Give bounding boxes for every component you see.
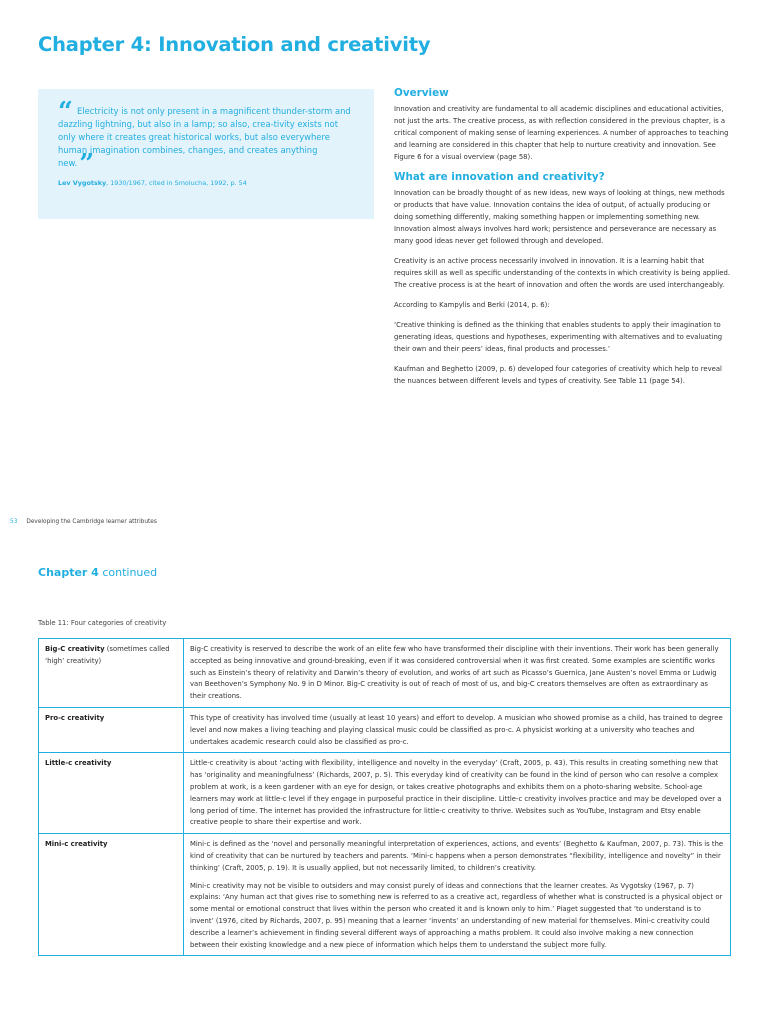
term-label: Little-c creativity bbox=[45, 759, 112, 768]
description-paragraph: This type of creativity has involved time (usually at least 10 years) and effort to develop. A musician who showed promise as a child, has trained to degree level and now makes a living teaching and playing classical music could be classified as pro-c. A physicist working at a university who teaches and undertakes academic research could also be classified as pro-c. bbox=[190, 713, 723, 746]
table-description-cell bbox=[184, 753, 731, 834]
quote-body: Electricity is not only present in a magnificent thunder-storm and dazzling lightning, but also in a lamp; so also, crea-tivity exists not only where it creates great historical works, but also everywhere human imagination combines, changes, and creates anything new. bbox=[58, 106, 351, 168]
creativity-table bbox=[38, 638, 731, 956]
term-suffix: (sometimes called ‘high’ creativity) bbox=[45, 645, 170, 665]
page-footer bbox=[10, 519, 157, 525]
what-are-heading: What are innovation and creativity? bbox=[394, 171, 605, 183]
table-row bbox=[39, 834, 731, 956]
description-paragraph: Mini-c is defined as the ‘novel and personally meaningful interpretation of experiences, actions, and events’ (Beghetto & Kaufman, 2007, p. 73). This is the kind of creativity that can be nurtured by teachers and parents. ‘Mini-c happens when a person demonstrates “flexibility, intelligence and novelty” in their thinking’ (Craft, 2005, p. 19). It is usually applied, but not necessarily limited, to children’s creativity. bbox=[190, 840, 724, 872]
table-term-cell bbox=[39, 639, 184, 708]
open-quote-icon: “ bbox=[58, 97, 73, 127]
table-row bbox=[39, 639, 731, 708]
continued-label: continued bbox=[98, 566, 158, 579]
what-are-paragraph-5: Kaufman and Beghetto (2009, p. 6) developed four categories of creativity which help to reveal the nuances between different levels and types of creativity. See Table 11 (page 54). bbox=[394, 365, 722, 385]
page-number: 53 bbox=[10, 519, 18, 525]
right-column bbox=[394, 87, 730, 395]
quote-author: Lev Vygotsky bbox=[58, 179, 107, 187]
description-paragraph: Little-c creativity is about ‘acting with flexibility, intelligence and novelty in the everyday’ (Craft, 2005, p. 43). This results in creating something new that has ‘originality and meaningfulness’ (Richards, 2007, p. 5). This everyday kind of creativity can be found in the kind of person who can resolve a complex problem at work, is a keen gardener with an eye for design, or takes creative photographs and exhibits them on a photo-sharing website. School-age learners may work at little-c level if they engage in purposeful practice in their discipline. Little-c creativity involves practice and may be developed over a long period of time. The internet has provided the infrastructure for little-c creativity to thrive. Websites such as YouTube, Instagram and Etsy enable creative people to share their expertise and work. bbox=[190, 759, 722, 827]
term-label: Big-C creativity bbox=[45, 645, 105, 653]
close-quote-icon: ” bbox=[79, 149, 95, 179]
what-are-paragraph-2: Creativity is an active process necessarily involved in innovation. It is a learning habit that requires skill as well as specific understanding of the contexts in which creativity is being applied. The creative process is at the heart of innovation and often the words are used interchangeably. bbox=[394, 257, 730, 289]
term-label: Mini-c creativity bbox=[45, 840, 108, 849]
overview-heading: Overview bbox=[394, 87, 449, 99]
table-term-cell bbox=[39, 707, 184, 752]
table-row bbox=[39, 753, 731, 834]
table-row bbox=[39, 707, 731, 752]
description-paragraph: Mini-c creativity may not be visible to outsiders and may consist purely of ideas and connections that the learner creates. As Vygotsky (1967, p. 7) explains: ‘Any human act that gives rise to something new is referred to as a creative act, regardless of whether what is constructed is a physical object or some mental or emotional construct that lives within the person who created it and is known only to him.’ Piaget suggested that ‘to understand is to invent’ (1976, cited by Richards, 2007, p. 95) meaning that a learner ‘invents’ an understanding of new material for themselves. Mini-c creativity could describe a learner’s achievement in finding several different ways of approaching a maths problem. It could also involve making a new connection between their existing knowledge and a new piece of information which helps them to understand the subject more fully. bbox=[190, 881, 723, 949]
description-paragraph: Big-C creativity is reserved to describe the work of an elite few who have transformed their discipline with their inventions. Their work has been generally accepted as being innovative and ground-breaking, even if it was considered controversial when it was first created. Some examples are scientific works such as Einstein’s theory of relativity and Darwin’s theory of evolution, and works of art such as Picasso’s Guernica, Jane Austen’s novel Emma or Ludwig van Beethoven’s Symphony No. 9 in D Minor. Big-C creativity is out of reach of most of us, and big-C creators themselves are often as extraordinary as their creations. bbox=[190, 645, 719, 701]
table-description-cell bbox=[184, 707, 731, 752]
quote-text bbox=[58, 97, 354, 179]
chapter-continued-heading bbox=[38, 566, 157, 579]
what-are-paragraph-1: Innovation can be broadly thought of as new ideas, new ways of looking at things, new methods or products that have value. Innovation contains the idea of output, of actually producing or doing something differently, making something happen or implementing something new. Innovation almost always involves hard work; persistence and perseverance are necessary as many good ideas never get followed through and developed. bbox=[394, 189, 725, 245]
continued-chapter: Chapter 4 bbox=[38, 566, 99, 579]
footer-text: Developing the Cambridge learner attributes bbox=[26, 519, 157, 525]
what-are-paragraph-4: ‘Creative thinking is defined as the thinking that enables students to apply their imagination to generating ideas, questions and hypotheses, experimenting with alternatives and to evaluating their own and their peers’ ideas, final products and processes.’ bbox=[394, 321, 723, 353]
table-term-cell bbox=[39, 834, 184, 956]
table-term-cell bbox=[39, 753, 184, 834]
table-caption: Table 11: Four categories of creativity bbox=[38, 619, 167, 627]
quote-attribution bbox=[58, 179, 354, 187]
chapter-title: Chapter 4: Innovation and creativity bbox=[38, 33, 431, 56]
quote-box bbox=[38, 89, 374, 219]
table-description-cell bbox=[184, 834, 731, 956]
overview-paragraph: Innovation and creativity are fundamental to all academic disciplines and educational activities, not just the arts. The creative process, as with reflection considered in the previous chapter, is a critical component of making sense of learning experiences. A number of approaches to teaching and learning are considered in this chapter that help to nurture creativity and innovation. See Figure 6 for a visual overview (page 58). bbox=[394, 105, 729, 161]
quote-citation: , 1930/1967, cited in Smolucha, 1992, p. 54 bbox=[106, 179, 247, 187]
table-description-cell bbox=[184, 639, 731, 708]
term-label: Pro-c creativity bbox=[45, 713, 105, 722]
what-are-paragraph-3: According to Kampylis and Berki (2014, p. 6): bbox=[394, 301, 550, 309]
